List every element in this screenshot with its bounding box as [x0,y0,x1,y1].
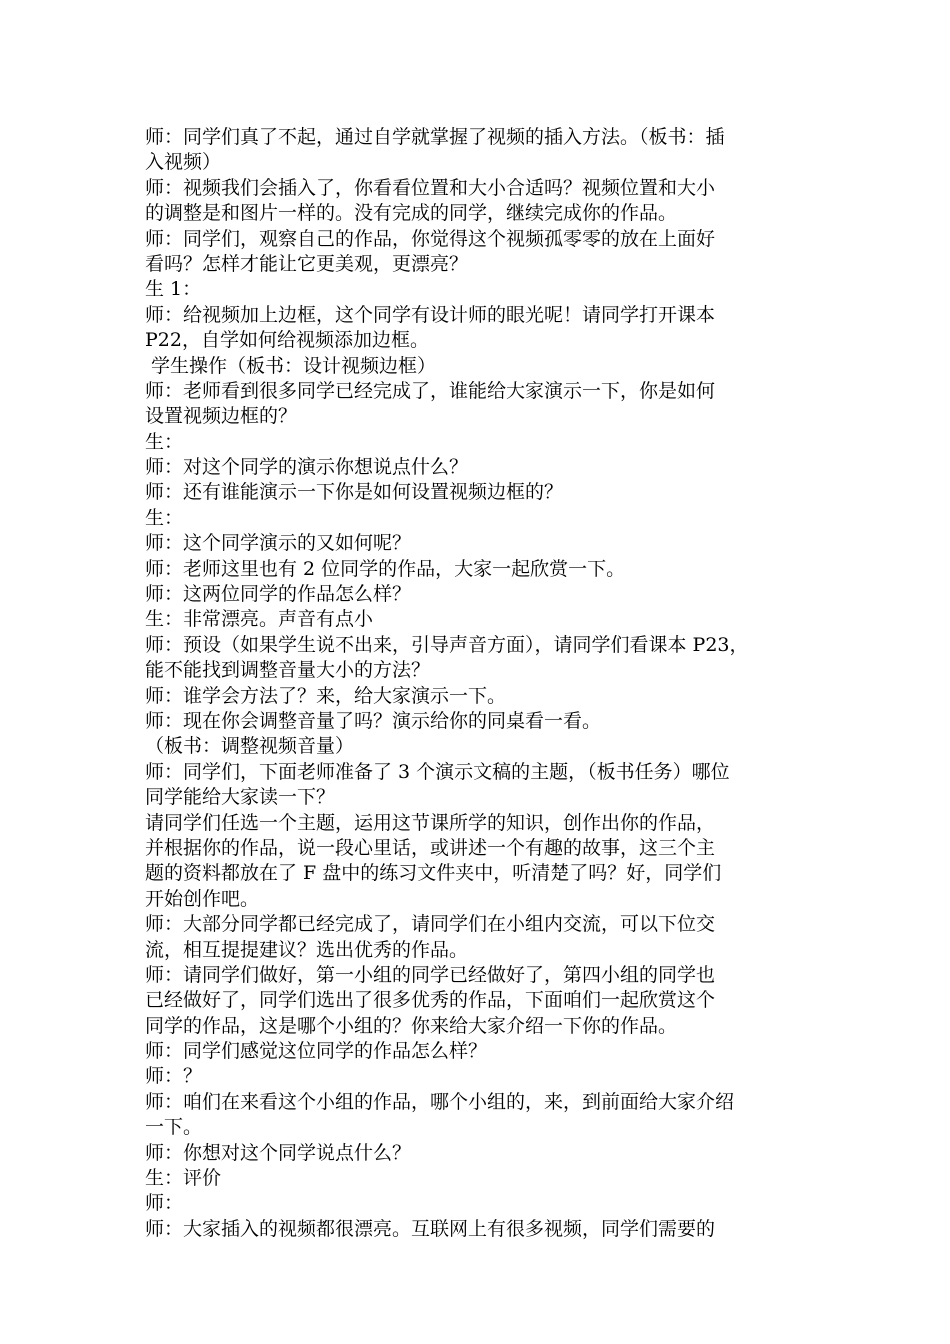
document-line: 师：预设（如果学生说不出来，引导声音方面），请同学们看课本 P23， [145,633,749,656]
document-line: 师：？ [145,1065,203,1088]
document-line: 请同学们任选一个主题，运用这节课所学的知识，创作出你的作品， [145,811,716,834]
document-line: 师：咱们在来看这个小组的作品，哪个小组的，来，到前面给大家介绍 [145,1090,735,1113]
document-line: 看吗？怎样才能让它更美观，更漂亮？ [145,252,469,275]
document-body [145,125,810,1242]
document-line: 师：老师这里也有 2 位同学的作品，大家一起欣赏一下。 [145,557,626,580]
document-line: 能不能找到调整音量大小的方法？ [145,659,431,682]
document-line: 同学能给大家读一下？ [145,786,336,809]
document-line: 师：你想对这个同学说点什么？ [145,1141,412,1164]
document-line: 师：同学们感觉这位同学的作品怎么样？ [145,1040,488,1063]
document-line: 的调整是和图片一样的。没有完成的同学，继续完成你的作品。 [145,202,678,225]
document-line: 一下。 [145,1116,203,1139]
document-line: 师：同学们，观察自己的作品，你觉得这个视频孤零零的放在上面好 [145,227,716,250]
document-line: 师：大家插入的视频都很漂亮。互联网上有很多视频，同学们需要的 [145,1217,716,1240]
document-line: 生： [145,506,184,529]
document-line: 生 1： [145,278,202,301]
document-line: 师：大部分同学都已经完成了，请同学们在小组内交流，可以下位交 [145,913,716,936]
document-line: 师：谁学会方法了？来，给大家演示一下。 [145,684,507,707]
document-line: 并根据你的作品，说一段心里话，或讲述一个有趣的故事，这三个主 [145,836,716,859]
document-line: 师：同学们真了不起，通过自学就掌握了视频的插入方法。（板书：插 [145,126,725,148]
document-line: 生： [145,430,184,453]
document-line: 师：视频我们会插入了，你看看位置和大小合适吗？视频位置和大小 [145,176,716,199]
document-line: 师：这两位同学的作品怎么样？ [145,583,412,606]
document-line: 生：评价 [145,1167,222,1190]
document-line: 师：这个同学演示的又如何呢？ [145,532,412,555]
document-line: 入视频） [145,151,222,174]
document-line: 师：对这个同学的演示你想说点什么？ [145,456,469,479]
document-line: 学生操作（板书：设计视频边框） [145,354,437,377]
document-line: 已经做好了，同学们选出了很多优秀的作品，下面咱们一起欣赏这个 [145,989,716,1012]
document-line: 师： [145,1192,184,1215]
document-line: 师：老师看到很多同学已经完成了，谁能给大家演示一下，你是如何 [145,379,716,402]
document-line: 师：现在你会调整音量了吗？演示给你的同桌看一看。 [145,709,602,732]
document-line: 师：同学们，下面老师准备了 3 个演示文稿的主题，（板书任务）哪位 [145,760,730,783]
document-line: （板书：调整视频音量） [145,735,355,758]
document-line: 流，相互提提建议？选出优秀的作品。 [145,938,469,961]
document-line: 生：非常漂亮。声音有点小 [145,608,374,631]
document-line: 师：还有谁能演示一下你是如何设置视频边框的？ [145,481,564,504]
document-line: 开始创作吧。 [145,887,260,910]
document-line: 同学的作品，这是哪个小组的？你来给大家介绍一下你的作品。 [145,1014,678,1037]
document-line: 师：请同学们做好，第一小组的同学已经做好了，第四小组的同学也 [145,963,716,986]
document-line: P22，自学如何给视频添加边框。 [145,329,429,352]
document-line: 设置视频边框的？ [145,405,298,428]
document-line: 题的资料都放在了 F 盘中的练习文件夹中，听清楚了吗？好，同学们 [145,862,722,885]
document-line: 师：给视频加上边框，这个同学有设计师的眼光呢！请同学打开课本 [145,303,716,326]
